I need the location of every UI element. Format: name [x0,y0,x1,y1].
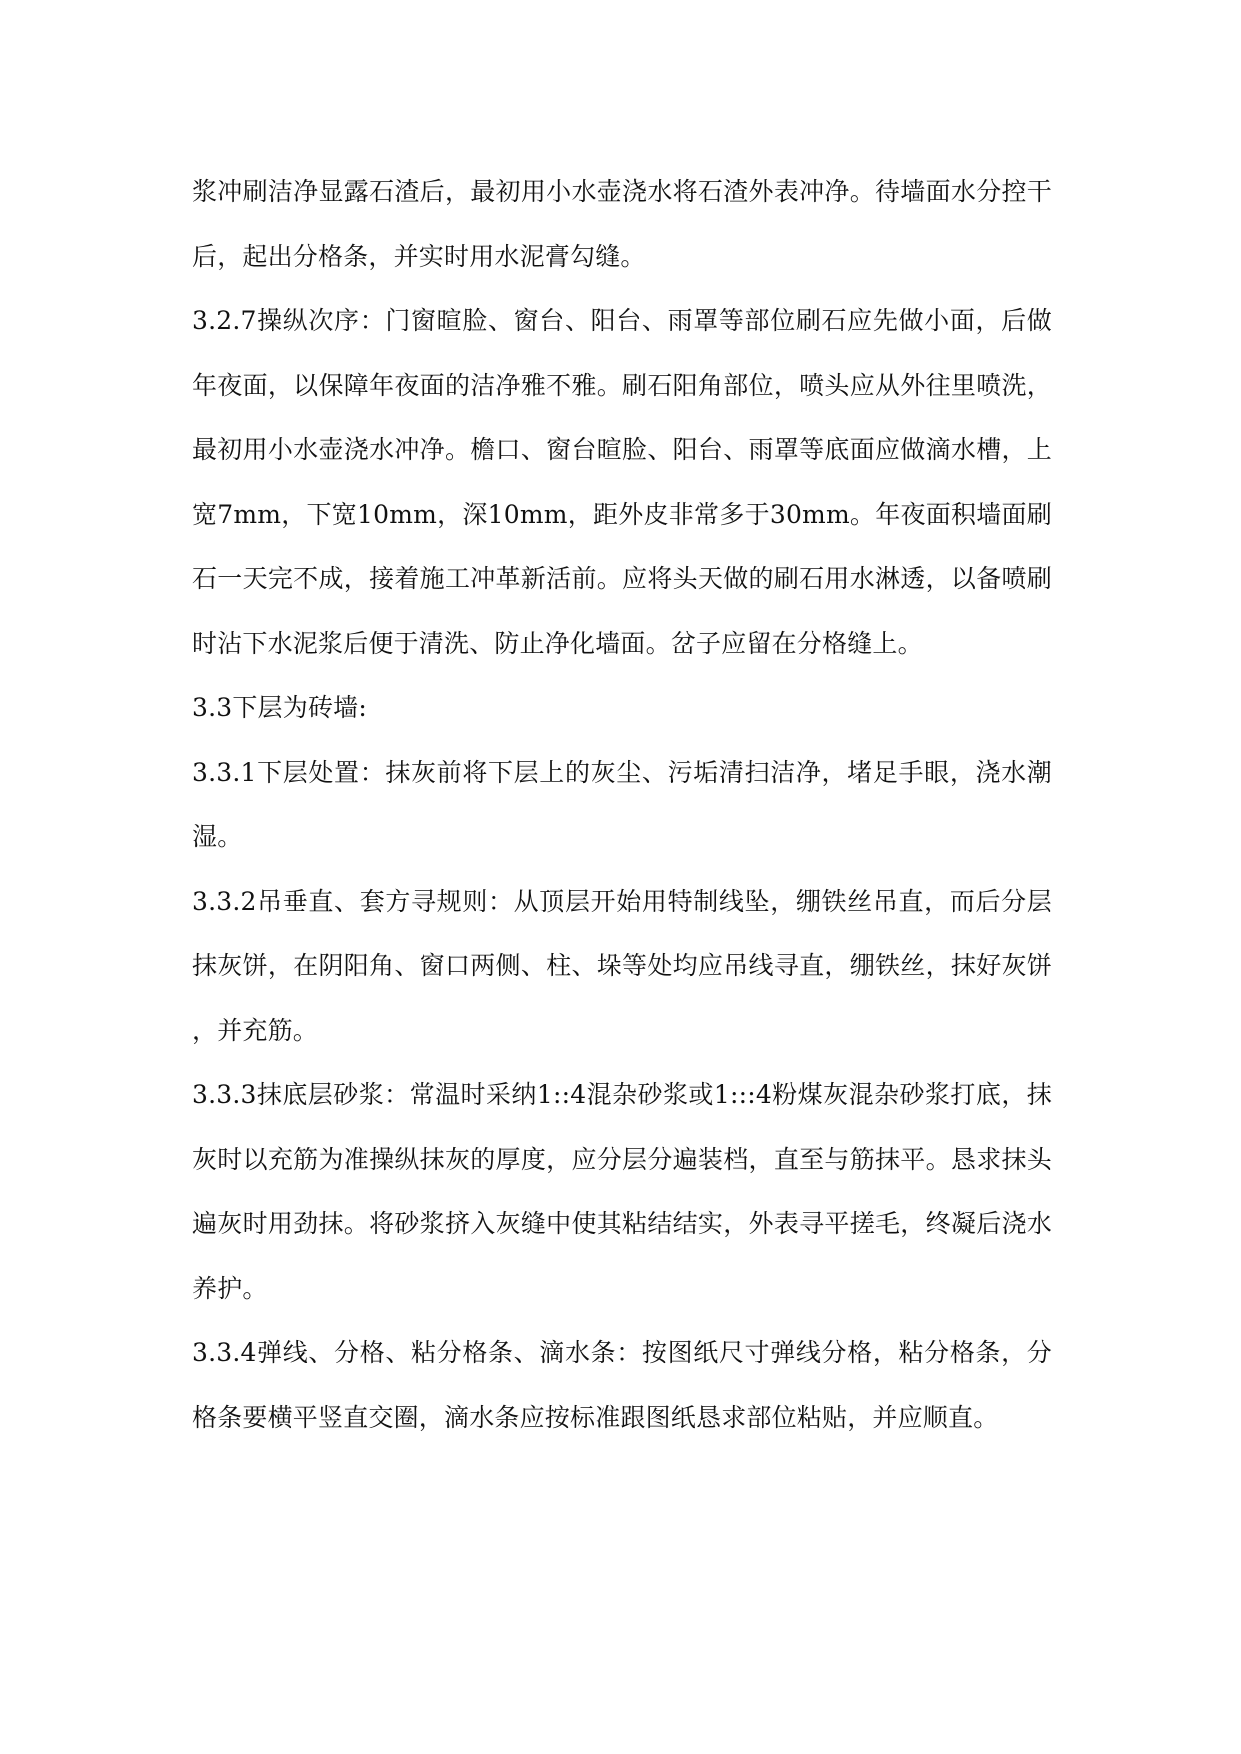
paragraph-3-3-3: 3.3.3抹底层砂浆：常温时采纳1::4混杂砂浆或1:::4粉煤灰混杂砂浆打底，抹灰时以充筋为准操纵抹灰的厚度，应分层分遍装档，直至与筋抹平。恳求抹头遍灰时用劲抹。将砂浆挤入灰缝中使其粘结结实，外表寻平搓毛，终凝后浇水养护。 [192,1080,1052,1303]
paragraph-3-3-2: 3.3.2吊垂直、套方寻规则：从顶层开始用特制线坠，绷铁丝吊直，而后分层抹灰饼，在阴阳角、窗口两侧、柱、垛等处均应吊线寻直，绷铁丝，抹好灰饼，并充筋。 [192,886,1052,1045]
paragraph-3-3-1: 3.3.1下层处置：抹灰前将下层上的灰尘、污垢清扫洁净，堵足手眼，浇水潮湿。 [192,757,1052,851]
body-text [192,160,1052,1450]
heading-3-3: 3.3下层为砖墙: [192,693,367,722]
paragraph-3-2-7: 3.2.7操纵次序：门窗暄脸、窗台、阳台、雨罩等部位刷石应先做小面，后做年夜面，以保障年夜面的洁净雅不雅。刷石阳角部位，喷头应从外往里喷洗，最初用小水壶浇水冲净。檐口、窗台暄脸、阳台、雨罩等底面应做滴水槽，上宽7mm，下宽10mm，深10mm，距外皮非常多于30mm。年夜面积墙面刷石一天完不成，接着施工冲革新活前。应将头天做的刷石用水淋透，以备喷刷时沾下水泥浆后便于清洗、防止净化墙面。岔子应留在分格缝上。 [192,306,1052,658]
paragraph-3-3-4: 3.3.4弹线、分格、粘分格条、滴水条：按图纸尺寸弹线分格，粘分格条，分格条要横平竖直交圈，滴水条应按标准跟图纸恳求部位粘贴，并应顺直。 [192,1338,1052,1432]
paragraph-continuation: 浆冲刷洁净显露石渣后，最初用小水壶浇水将石渣外表冲净。待墙面水分控干后，起出分格条，并实时用水泥膏勾缝。 [192,177,1052,271]
